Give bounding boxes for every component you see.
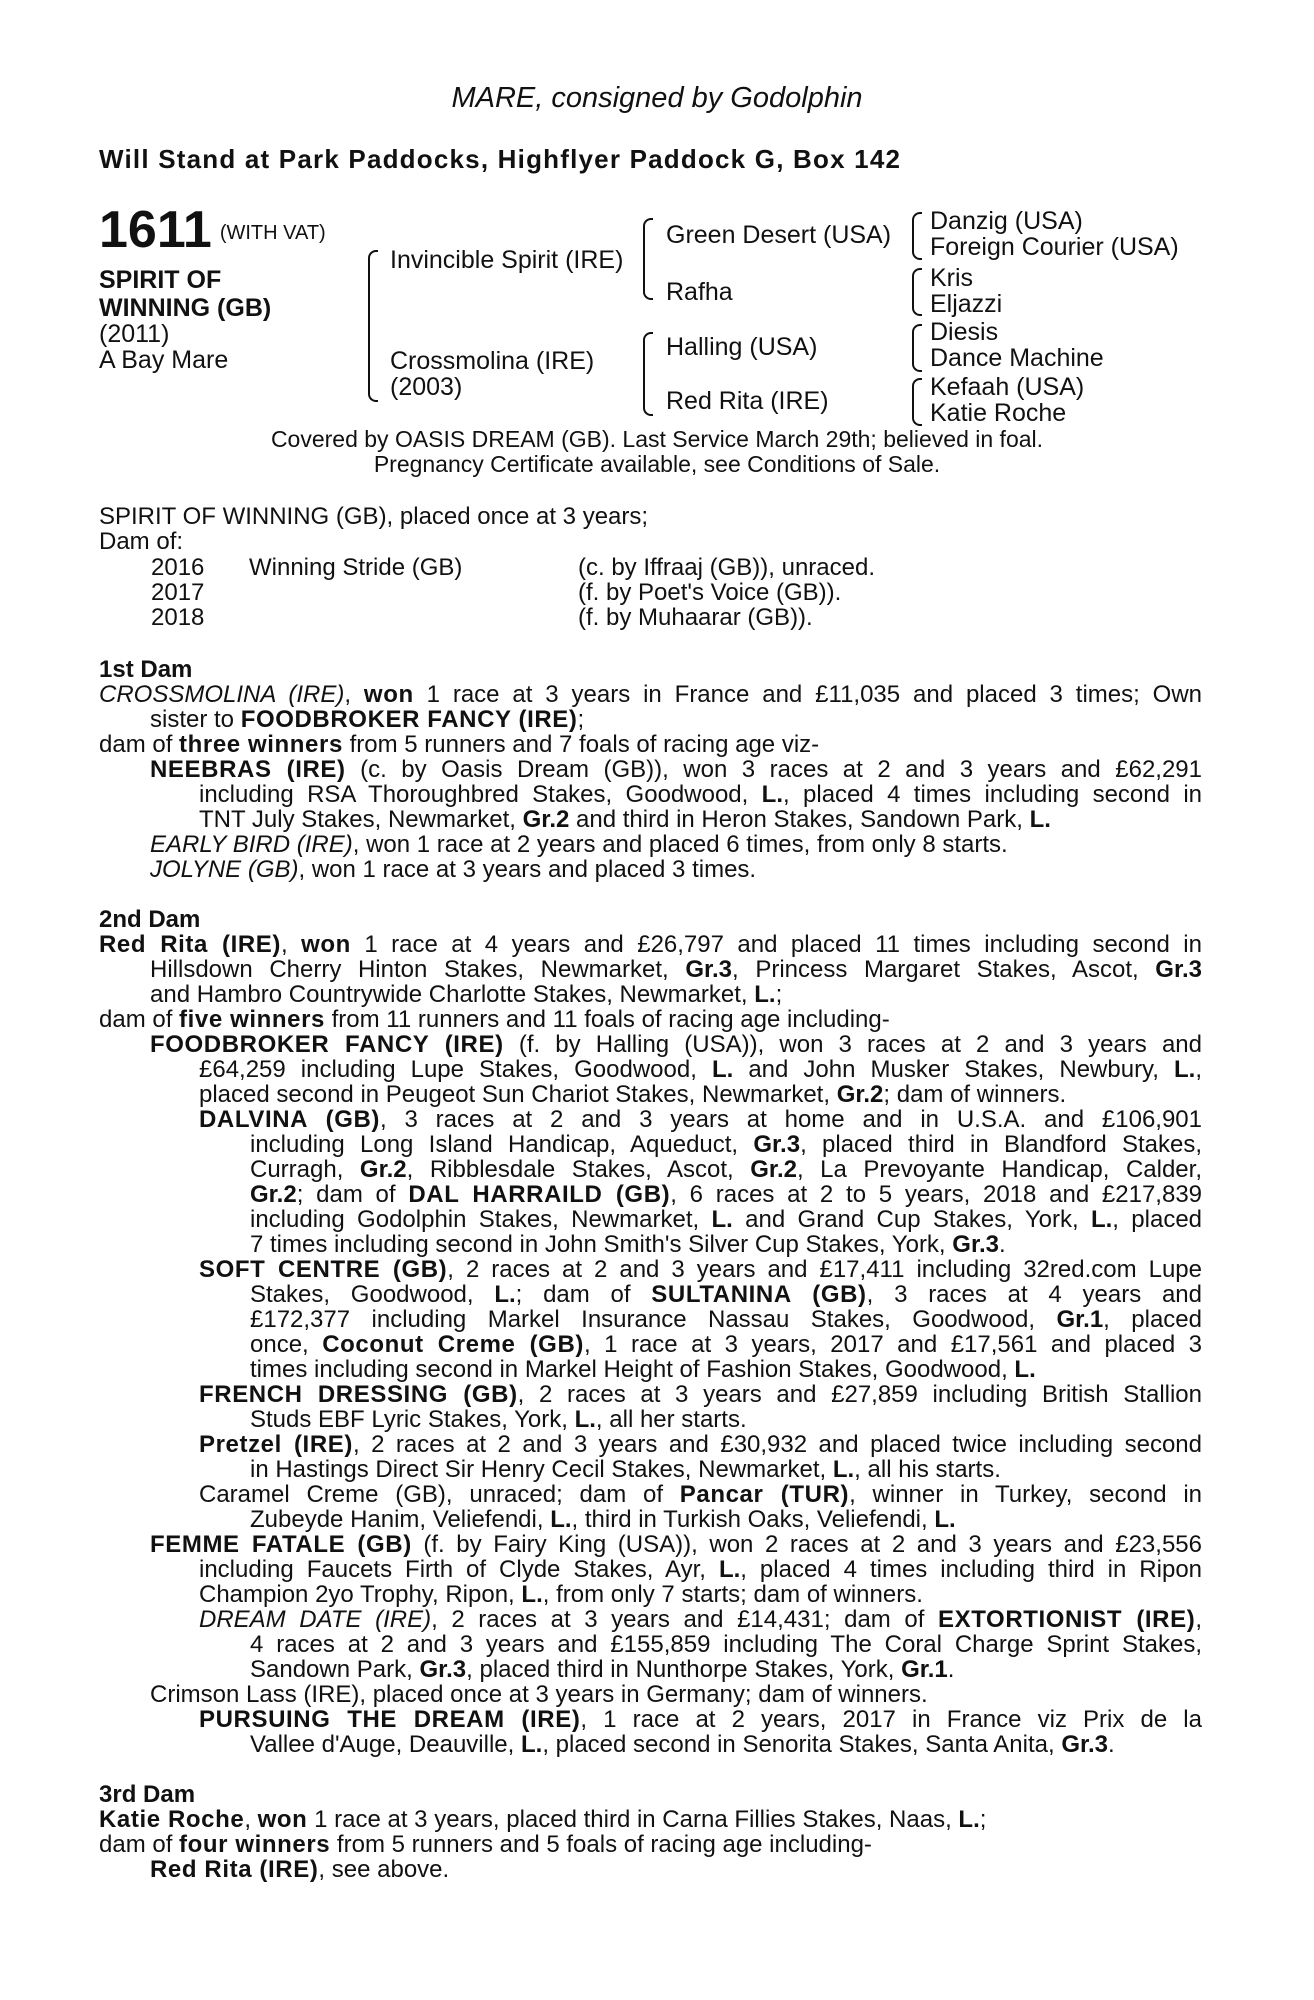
pedigree-brace xyxy=(912,324,922,372)
text-line: Pretzel (IRE), 2 races at 2 and 3 years and £30,932 and placed twice including second xyxy=(199,1431,1202,1458)
text-line: sister to FOODBROKER FANCY (IRE); xyxy=(150,706,585,733)
stabling-location: Will Stand at Park Paddocks, Highflyer Paddock G, Box 142 xyxy=(99,144,902,174)
pedigree-brace xyxy=(643,332,653,374)
text-line: FEMME FATALE (GB) (f. by Fairy King (USA)), won 2 races at 2 and 3 years and £23,556 xyxy=(150,1531,1202,1558)
text-line: EARLY BIRD (IRE), won 1 race at 2 years and placed 6 times, from only 8 starts. xyxy=(150,831,1008,858)
ggs-3: Kris xyxy=(930,264,974,292)
produce-intro: SPIRIT OF WINNING (GB), placed once at 3 years; xyxy=(99,503,649,530)
text-line: Caramel Creme (GB), unraced; dam of Pancar (TUR), winner in Turkey, second in xyxy=(199,1481,1202,1508)
pedigree-brace xyxy=(368,250,378,332)
text-line: £172,377 including Markel Insurance Nassau Stakes, Goodwood, Gr.1, placed xyxy=(250,1306,1202,1333)
pedigree-brace xyxy=(368,330,378,402)
horse-name-line2: WINNING (GB) xyxy=(99,294,272,322)
text-line: Red Rita (IRE), see above. xyxy=(150,1856,450,1883)
text-line: Hillsdown Cherry Hinton Stakes, Newmarket, Gr.3, Princess Margaret Stakes, Ascot, Gr.3 xyxy=(150,956,1202,983)
text-line: DREAM DATE (IRE), 2 races at 3 years and £14,431; dam of EXTORTIONIST (IRE), xyxy=(199,1606,1202,1633)
ggs-2: Foreign Courier (USA) xyxy=(930,233,1179,261)
text-line: dam of three winners from 5 runners and 7 foals of racing age viz- xyxy=(99,731,820,758)
ggs-8: Katie Roche xyxy=(930,399,1067,427)
text-line: dam of five winners from 11 runners and 11 foals of racing age including- xyxy=(99,1006,890,1033)
text-line: and Hambro Countrywide Charlotte Stakes, Newmarket, L.; xyxy=(150,981,783,1008)
lot-number-value: 1611 xyxy=(99,201,212,259)
text-line: DALVINA (GB), 3 races at 2 and 3 years at home and in U.S.A. and £106,901 xyxy=(199,1106,1202,1133)
lot-number xyxy=(99,201,326,259)
text-line: in Hastings Direct Sir Henry Cecil Stakes, Newmarket, L., all his starts. xyxy=(250,1456,1001,1483)
produce-detail: (f. by Poet's Voice (GB)). xyxy=(578,579,842,606)
dam-of-label: Dam of: xyxy=(99,528,184,555)
text-line: including Long Island Handicap, Aqueduct, Gr.3, placed third in Blandford Stakes, xyxy=(250,1131,1202,1158)
produce-detail: (c. by Iffraaj (GB)), unraced. xyxy=(578,554,875,581)
sire: Invincible Spirit (IRE) xyxy=(390,246,624,274)
horse-description: A Bay Mare xyxy=(99,346,229,374)
horse-name-line1: SPIRIT OF xyxy=(99,266,222,294)
dam-sire: Halling (USA) xyxy=(666,333,818,361)
produce-detail: (f. by Muhaarar (GB)). xyxy=(578,604,813,631)
text-line: 4 races at 2 and 3 years and £155,859 including The Coral Charge Sprint Stakes, xyxy=(250,1631,1202,1658)
text-line: CROSSMOLINA (IRE), won 1 race at 3 years in France and £11,035 and placed 3 times; Own xyxy=(99,681,1203,708)
covering-details: Covered by OASIS DREAM (GB). Last Service March 29th; believed in foal. xyxy=(270,426,1044,452)
section-heading: 3rd Dam xyxy=(99,1781,196,1808)
dam-year: (2003) xyxy=(390,373,463,401)
text-line: Studs EBF Lyric Stakes, York, L., all her starts. xyxy=(250,1406,747,1433)
text-line: Gr.2; dam of DAL HARRAILD (GB), 6 races at 2 to 5 years, 2018 and £217,839 xyxy=(250,1181,1203,1208)
dam: Crossmolina (IRE) xyxy=(390,347,595,375)
produce-name: Winning Stride (GB) xyxy=(249,554,463,581)
pedigree-brace xyxy=(643,218,653,258)
pedigree-brace xyxy=(643,256,653,300)
text-line: TNT July Stakes, Newmarket, Gr.2 and third in Heron Stakes, Sandown Park, L. xyxy=(199,806,1051,833)
ggs-5: Diesis xyxy=(930,318,999,346)
text-line: once, Coconut Creme (GB), 1 race at 3 years, 2017 and £17,561 and placed 3 xyxy=(250,1331,1203,1358)
ggs-6: Dance Machine xyxy=(930,344,1104,372)
produce-year: 2018 xyxy=(151,604,205,631)
section-heading: 2nd Dam xyxy=(99,906,201,933)
text-line: including Godolphin Stakes, Newmarket, L. and Grand Cup Stakes, York, L., placed xyxy=(250,1206,1203,1233)
ggs-1: Danzig (USA) xyxy=(930,207,1083,235)
produce-year: 2017 xyxy=(151,579,205,606)
text-line: FRENCH DRESSING (GB), 2 races at 3 years and £27,859 including British Stallion xyxy=(199,1381,1203,1408)
pedigree-brace xyxy=(912,268,922,316)
text-line: NEEBRAS (IRE) (c. by Oasis Dream (GB)), won 3 races at 2 and 3 years and £62,291 xyxy=(150,756,1202,783)
section-heading: 1st Dam xyxy=(99,656,193,683)
page-title: MARE, consigned by Godolphin xyxy=(451,82,863,114)
text-line: including RSA Thoroughbred Stakes, Goodwood, L., placed 4 times including second in xyxy=(199,781,1203,808)
text-line: JOLYNE (GB), won 1 race at 3 years and placed 3 times. xyxy=(150,856,757,883)
text-line: Sandown Park, Gr.3, placed third in Nunthorpe Stakes, York, Gr.1. xyxy=(250,1656,955,1683)
text-line: dam of four winners from 5 runners and 5 foals of racing age including- xyxy=(99,1831,872,1858)
text-line: placed second in Peugeot Sun Chariot Stakes, Newmarket, Gr.2; dam of winners. xyxy=(199,1081,1067,1108)
text-line: Champion 2yo Trophy, Ripon, L., from only 7 starts; dam of winners. xyxy=(199,1581,923,1608)
pedigree-brace xyxy=(912,378,922,426)
dam-dam: Red Rita (IRE) xyxy=(666,387,829,415)
horse-name xyxy=(99,266,271,322)
text-line: FOODBROKER FANCY (IRE) (f. by Halling (USA)), won 3 races at 2 and 3 years and xyxy=(150,1031,1202,1058)
vat-note: (WITH VAT) xyxy=(219,222,326,244)
produce-year: 2016 xyxy=(151,554,205,581)
text-line: £64,259 including Lupe Stakes, Goodwood, L. and John Musker Stakes, Newbury, L., xyxy=(199,1056,1202,1083)
pedigree-brace xyxy=(912,212,922,260)
text-line: PURSUING THE DREAM (IRE), 1 race at 2 years, 2017 in France viz Prix de la xyxy=(199,1706,1202,1733)
sire-sire: Green Desert (USA) xyxy=(666,221,892,249)
text-line: Crimson Lass (IRE), placed once at 3 years in Germany; dam of winners. xyxy=(150,1681,928,1708)
text-line: including Faucets Firth of Clyde Stakes, Ayr, L., placed 4 times including third in Ripon xyxy=(199,1556,1203,1583)
text-line: SOFT CENTRE (GB), 2 races at 2 and 3 years and £17,411 including 32red.com Lupe xyxy=(199,1256,1202,1283)
pregnancy-note: Pregnancy Certificate available, see Conditions of Sale. xyxy=(373,451,941,477)
text-line: Zubeyde Hanim, Veliefendi, L., third in Turkish Oaks, Veliefendi, L. xyxy=(250,1506,956,1533)
text-line: Curragh, Gr.2, Ribblesdale Stakes, Ascot, Gr.2, La Prevoyante Handicap, Calder, xyxy=(250,1156,1202,1183)
text-line: Red Rita (IRE), won 1 race at 4 years and £26,797 and placed 11 times including second in xyxy=(99,931,1202,958)
horse-year: (2011) xyxy=(99,320,170,348)
text-line: Katie Roche, won 1 race at 3 years, placed third in Carna Fillies Stakes, Naas, L.; xyxy=(99,1806,987,1833)
text-line: 7 times including second in John Smith's Silver Cup Stakes, York, Gr.3. xyxy=(250,1231,1006,1258)
pedigree-brace xyxy=(643,372,653,416)
text-line: times including second in Markel Height of Fashion Stakes, Goodwood, L. xyxy=(250,1356,1036,1383)
text-line: Stakes, Goodwood, L.; dam of SULTANINA (GB), 3 races at 4 years and xyxy=(250,1281,1202,1308)
sire-dam: Rafha xyxy=(666,278,733,306)
ggs-4: Eljazzi xyxy=(930,290,1003,318)
ggs-7: Kefaah (USA) xyxy=(930,373,1085,401)
text-line: Vallee d'Auge, Deauville, L., placed second in Senorita Stakes, Santa Anita, Gr.3. xyxy=(250,1731,1115,1758)
